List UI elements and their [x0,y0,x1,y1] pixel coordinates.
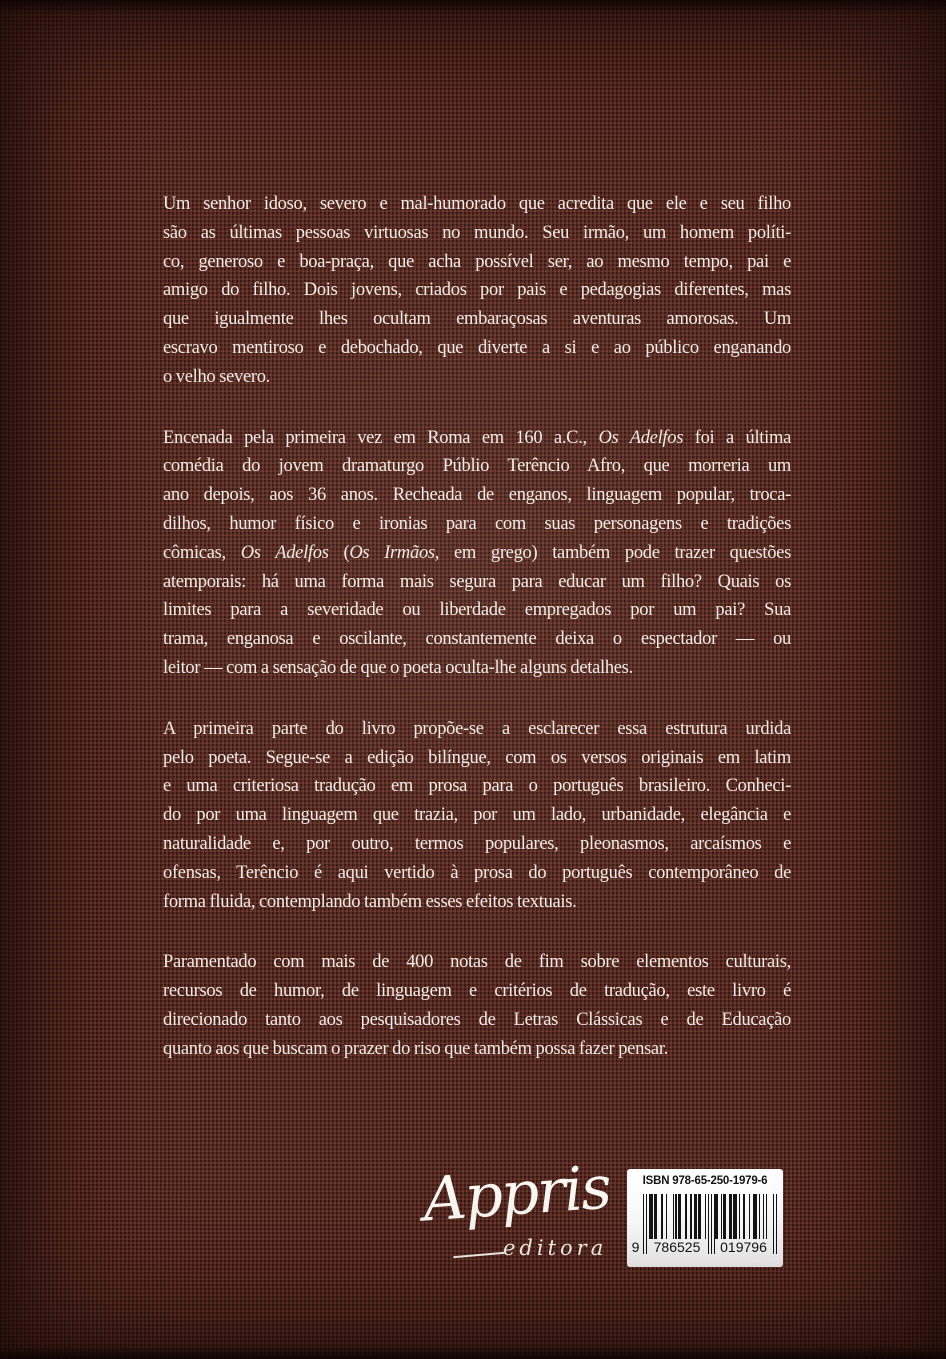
isbn-label: ISBN 978-65-250-1979-6 [642,1175,768,1187]
text-line [163,510,791,539]
text-line [163,830,791,859]
isbn-box [627,1169,783,1267]
text-segment: cômicas, [163,542,241,563]
text-line [163,1035,791,1064]
text-line [163,481,791,510]
text-segment: co, generoso e boa-praça, que acha possível ser, ao mesmo tempo, pai e [163,251,791,272]
text-line [163,363,791,392]
text-segment: do por uma linguagem que trazia, por um lado, urbanidade, elegância e [163,805,791,826]
text-line [163,772,791,801]
text-segment: quanto aos que buscam o prazer do riso que também possa fazer pensar. [163,1038,668,1059]
synopsis-paragraph [163,424,791,683]
text-line [163,219,791,248]
text-line [163,744,791,773]
text-segment: trama, enganosa e oscilante, constantemente deixa o espectador — ou [163,629,791,650]
text-segment: forma fluida, contemplando também esses efeitos textuais. [163,891,577,912]
cover-edge-bottom [0,1345,946,1359]
text-line [163,305,791,334]
barcode-digit-mid: 786525 [648,1239,706,1256]
text-line [163,190,791,219]
barcode-bar [643,1194,644,1254]
text-line [163,1006,791,1035]
text-segment: , em grego) também pode trazer questões [434,542,791,563]
text-segment: recursos de humor, de linguagem e critérios de tradução, este livro é [163,981,791,1002]
text-segment: naturalidade e, por outro, termos populares, pleonasmos, arcaísmos e [163,833,791,854]
text-line [163,424,791,453]
text-segment: amigo do filho. Dois jovens, criados por pais e pedagogias diferentes, mas [163,280,791,301]
synopsis-paragraph [163,715,791,917]
text-line [163,276,791,305]
text-segment: ofensas, Terêncio é aqui vertido à prosa do português contemporâneo de [163,862,791,883]
text-segment: que igualmente lhes ocultam embaraçosas aventuras amorosas. Um [163,309,791,330]
text-line [163,948,791,977]
synopsis [163,190,791,1096]
cover-edge-top [0,0,946,14]
italic-title-text: Os Irmãos [349,542,435,563]
text-segment: são as últimas pessoas virtuosas no mundo. Seu irmão, um homem políti- [163,222,791,243]
text-line [163,654,791,683]
text-line [163,248,791,277]
text-line [163,568,791,597]
text-segment: pelo poeta. Segue-se a edição bilíngue, com os versos originais em latim [163,747,791,768]
text-line [163,888,791,917]
text-line [163,596,791,625]
text-segment: e uma criteriosa tradução em prosa para o português brasileiro. Conheci- [163,776,791,797]
text-segment: Um senhor idoso, severo e mal-humorado que acredita que ele e seu filho [163,194,791,214]
text-segment: atemporais: há uma forma mais segura para educar um filho? Quais os [163,571,791,592]
text-segment: ano depois, aos 36 anos. Recheada de enganos, linguagem popular, troca- [163,485,791,506]
italic-title-text: Os Adelfos [598,427,684,448]
text-segment: leitor — com a sensação de que o poeta oculta-lhe alguns detalhes. [163,657,633,678]
text-segment: escravo mentiroso e debochado, que diverte a si e ao público enganando [163,337,791,358]
synopsis-paragraph [163,190,791,392]
text-segment: dilhos, humor físico e ironias para com suas personagens e tradições [163,513,791,534]
text-line [163,625,791,654]
text-line [163,539,791,568]
text-segment: limites para a severidade ou liberdade empregados por um pai? Sua [163,600,791,621]
publisher-tagline: editora [503,1236,608,1260]
text-line [163,801,791,830]
barcode-bar [708,1194,709,1254]
text-line [163,977,791,1006]
barcode-digit-right: 019796 [715,1239,772,1256]
text-segment: comédia do jovem dramaturgo Públio Terêncio Afro, que morreria um [163,456,791,477]
text-segment: A primeira parte do livro propõe-se a esclarecer essa estrutura urdida [163,718,791,739]
italic-title-text: Os Adelfos [240,542,329,563]
text-line [163,334,791,363]
text-segment: ( [328,542,350,563]
barcode-bar [776,1194,777,1254]
text-segment: Paramentado com mais de 400 notas de fim sobre elementos culturais, [163,952,791,973]
barcode-bar [773,1194,774,1254]
text-line [163,452,791,481]
barcode-bar [646,1194,647,1254]
text-line [163,859,791,888]
text-line [163,715,791,744]
barcode-digit-left: 9 [631,1239,640,1255]
logo-flourish [453,1252,505,1259]
publisher-name: Appris [420,1152,613,1236]
publisher-logo [415,1152,613,1292]
text-segment: direcionado tanto aos pesquisadores de Letras Clássicas e de Educação [163,1009,791,1030]
synopsis-paragraph [163,948,791,1063]
text-segment: Encenada pela primeira vez em Roma em 160 a.C., [163,427,599,448]
barcode-bar [711,1194,712,1254]
text-segment: o velho severo. [163,366,271,387]
text-segment: foi a última [683,427,791,448]
